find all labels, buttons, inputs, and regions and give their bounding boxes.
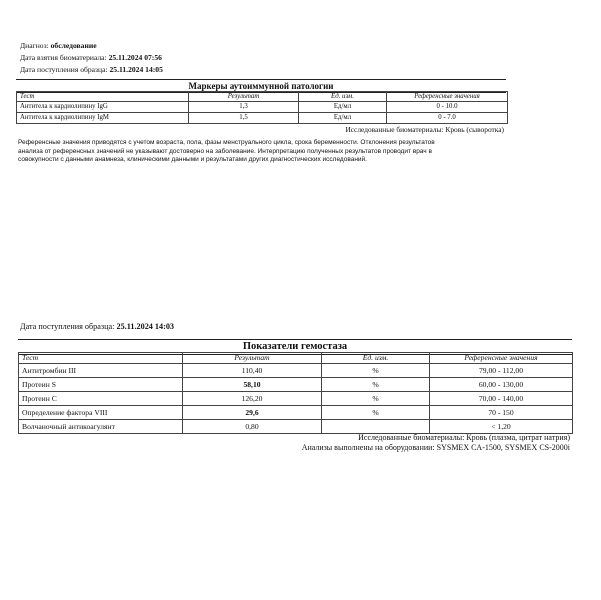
column-header-result: Результат [183,353,322,364]
test-name-cell: Антитела к кардиолипину IgM [17,113,189,124]
result-cell-flagged: 58,10 [183,378,322,392]
unit-cell: Ед/мл [299,102,387,113]
reference-cell: 70,00 - 140,00 [430,392,573,406]
sample-taken-label: Дата взятия биоматериала: [20,53,107,62]
reference-cell: 0 - 7.0 [387,113,508,124]
reference-cell: < 1,20 [430,420,573,434]
sample-received-label: Дата поступления образца: [20,322,115,331]
sample-received-value: 25.11.2024 14:03 [116,322,175,331]
results-table [18,352,573,434]
reference-cell: 70 - 150 [430,406,573,420]
disclaimer-line: Референсные значения приводятся с учетом возраста, пола, фазы менструального цикла, срока беременности. Отклонения результатов [18,139,435,146]
table-row [19,406,573,420]
column-header-unit: Ед. изм. [322,353,430,364]
test-name-cell: Определение фактора VIII [19,406,183,420]
biomaterial-note: Исследованные биоматериалы: Кровь (сыворотка) [345,125,504,134]
reference-disclaimer [18,139,506,165]
column-header-reference: Референсные значения [387,92,508,102]
hemostasis-report-panel [14,316,577,459]
biomaterial-note: Исследованные биоматериалы: Кровь (плазма, цитрат натрия) [358,433,570,442]
table-title: Маркеры аутоиммунной патологии [16,79,506,93]
diagnosis-line [20,40,97,52]
table-row [19,378,573,392]
disclaimer-line: совокупности с данными анамнеза, клиническими данными и результатами других диагностических исследований. [18,156,367,164]
diagnosis-label: Диагноз: [20,41,49,50]
test-name-cell: Антитромбин III [19,364,183,378]
test-name-cell: Волчаночный антикоагулянт [19,420,183,434]
result-cell: 1,5 [189,113,299,124]
table-header-row [19,353,573,364]
result-cell: 110,40 [183,364,322,378]
column-header-unit: Ед. изм. [299,92,387,102]
unit-cell: % [322,392,430,406]
table-row [17,113,508,124]
sample-taken-value: 25.11.2024 07:56 [108,53,162,62]
reference-cell: 60,00 - 130,00 [430,378,573,392]
reference-cell: 79,00 - 112,00 [430,364,573,378]
unit-cell: Ед/мл [299,113,387,124]
column-header-test: Тест [19,353,183,364]
sample-received-value: 25.11.2024 14:05 [109,65,163,74]
diagnosis-value: обследование [50,41,97,50]
result-cell-flagged: 29,6 [183,406,322,420]
table-row [19,392,573,406]
table-row [17,102,508,113]
test-name-cell: Антитела к кардиолипину IgG [17,102,189,113]
column-header-result: Результат [189,92,299,102]
table-row [19,420,573,434]
test-name-cell: Протеин S [19,378,183,392]
unit-cell [322,420,430,434]
sample-taken-line [20,52,162,64]
sample-received-label: Дата поступления образца: [20,65,108,74]
column-header-test: Тест [17,92,189,102]
unit-cell: % [322,364,430,378]
autoimmune-report-panel [14,40,512,174]
sample-received-line [20,321,174,333]
column-header-reference: Референсные значения [430,353,573,364]
disclaimer-line: анализа от референсных значений не указывают достоверно на заболевание. Интерпретацию полученных результатов проводит врач в [18,147,432,155]
results-table [16,91,508,124]
unit-cell: % [322,406,430,420]
table-header-row [17,92,508,102]
result-cell: 1,3 [189,102,299,113]
sample-received-line [20,64,163,76]
result-cell: 126,20 [183,392,322,406]
table-title: Показатели гемостаза [18,339,572,355]
result-cell: 0,80 [183,420,322,434]
test-name-cell: Протеин C [19,392,183,406]
reference-cell: 0 - 10.0 [387,102,508,113]
unit-cell: % [322,378,430,392]
equipment-note: Анализы выполнены на оборудовании: SYSMEX CA-1500, SYSMEX CS-2000i [301,443,570,452]
table-row [19,364,573,378]
